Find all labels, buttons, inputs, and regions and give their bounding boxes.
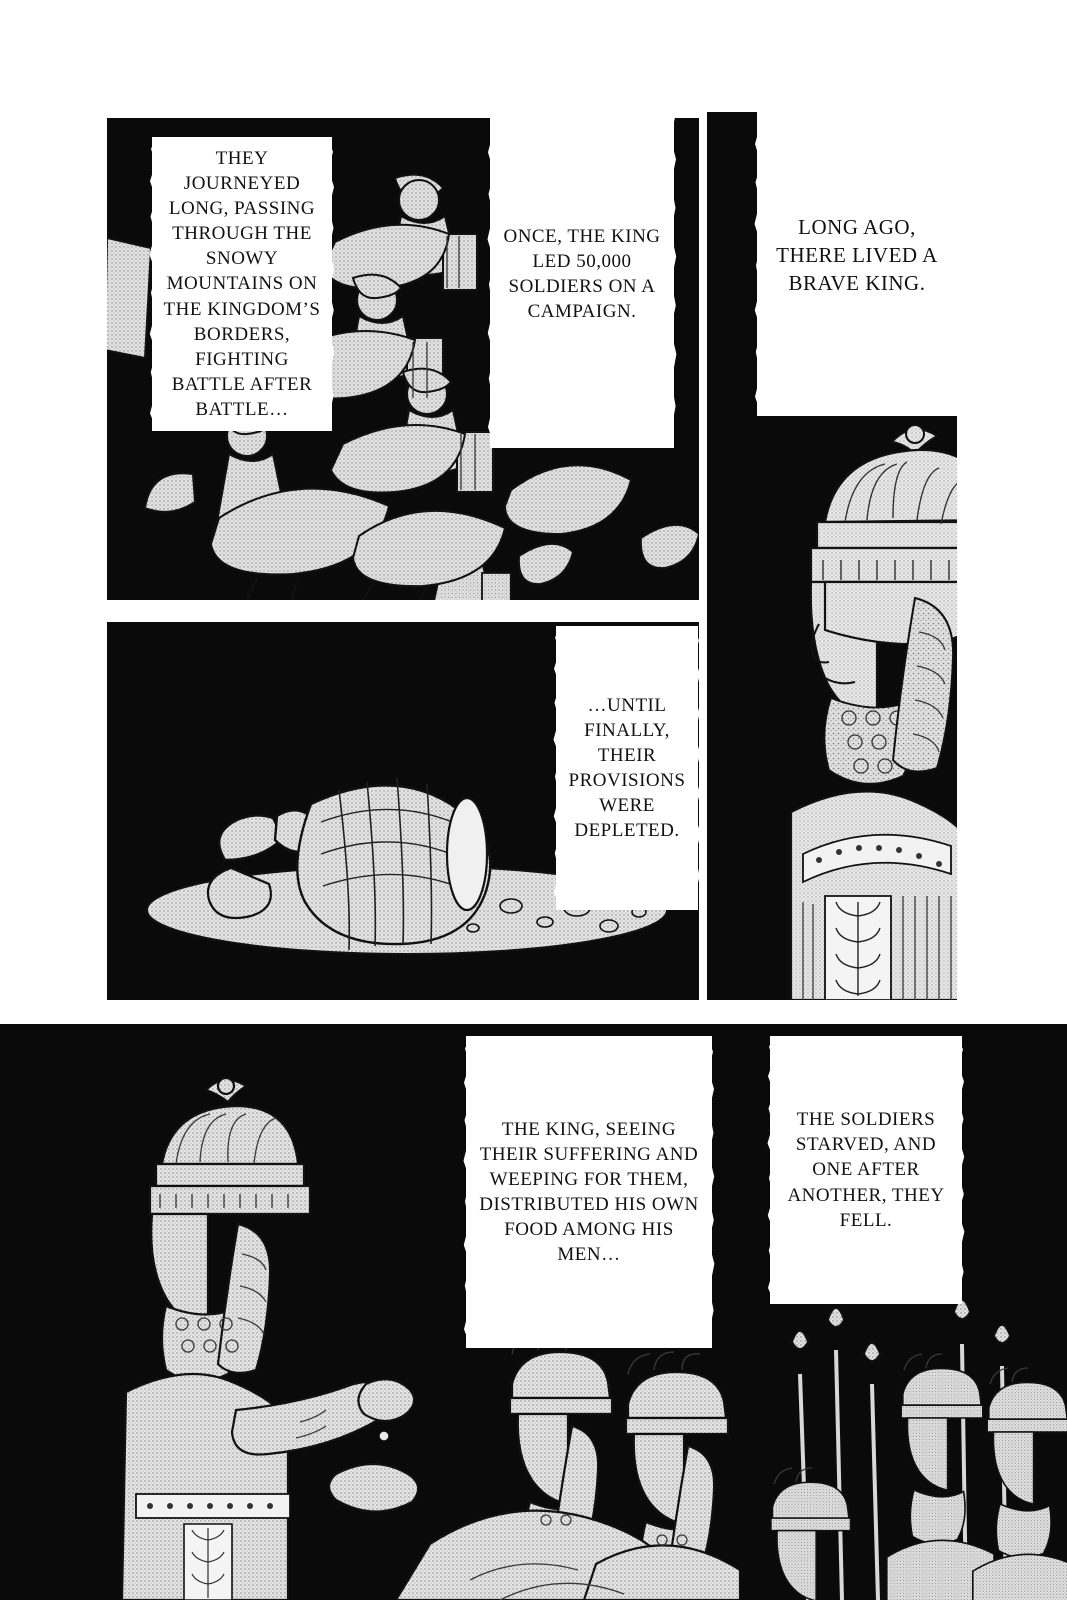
caption-long-ago-text: LONG AGO, THERE LIVED A BRAVE KING. bbox=[776, 215, 938, 295]
caption-journeyed bbox=[152, 137, 332, 431]
caption-once-the-king bbox=[490, 100, 674, 448]
caption-king-seeing bbox=[466, 1036, 712, 1348]
caption-until-finally bbox=[556, 626, 698, 910]
caption-king-seeing-text: THE KING, SEEING THEIR SUFFERING AND WEEPING FOR THEM, DISTRIBUTED HIS OWN FOOD AMONG HIS MEN… bbox=[479, 1118, 699, 1266]
caption-long-ago bbox=[757, 96, 957, 416]
caption-journeyed-text: THEY JOURNEYED LONG, PASSING THROUGH THE SNOWY MOUNTAINS ON THE KINGDOM’S BORDERS, FIGHTING BATTLE AFTER BATTLE… bbox=[163, 148, 321, 420]
caption-soldiers-starved bbox=[770, 1036, 962, 1304]
caption-once-the-king-text: ONCE, THE KING LED 50,000 SOLDIERS ON A CAMPAIGN. bbox=[503, 225, 661, 323]
caption-soldiers-starved-text: THE SOLDIERS STARVED, AND ONE AFTER ANOTHER, THEY FELL. bbox=[787, 1109, 945, 1231]
caption-until-finally-text: …UNTIL FINALLY, THEIR PROVISIONS WERE DEPLETED. bbox=[568, 694, 686, 842]
